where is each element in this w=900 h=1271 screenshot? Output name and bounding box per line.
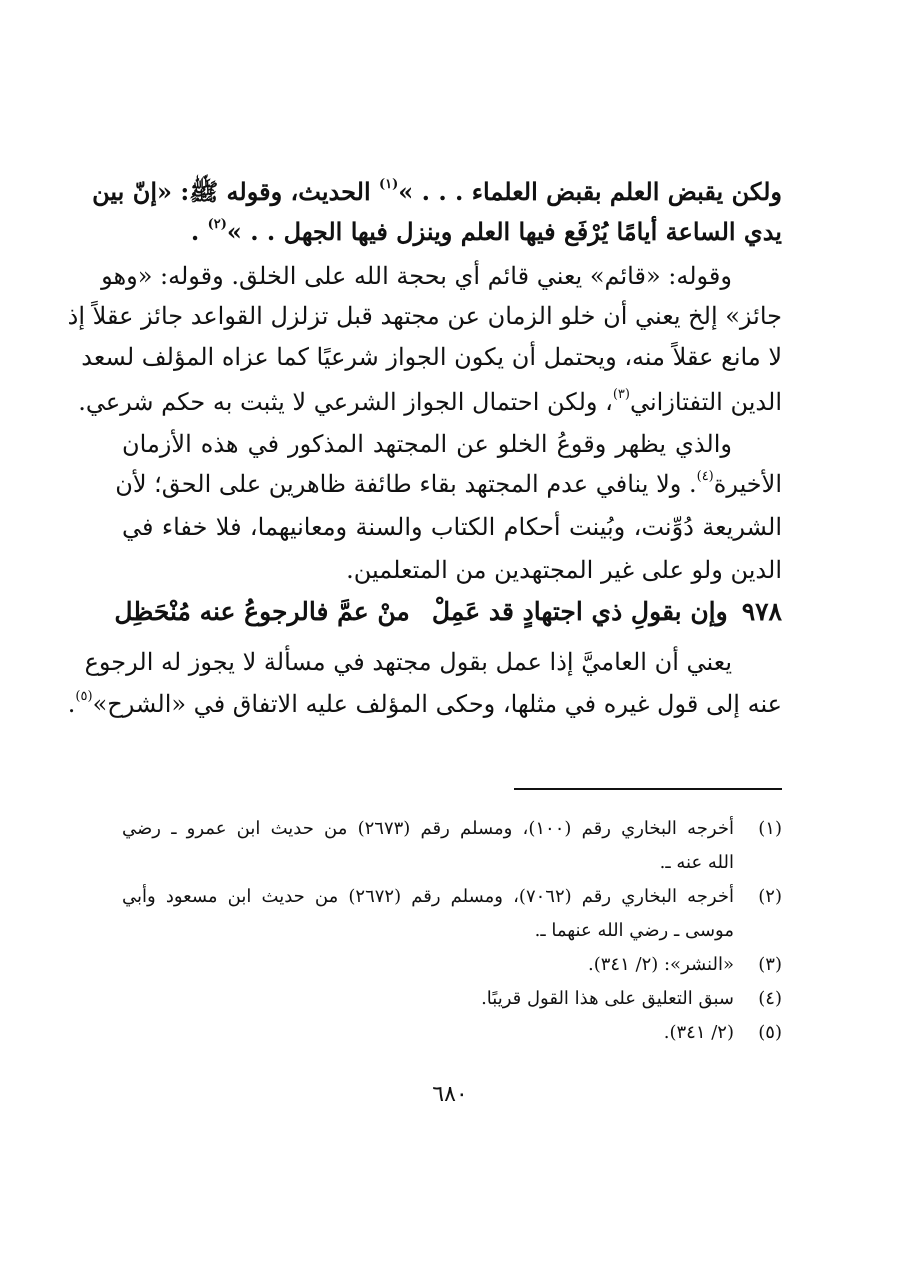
body-line xyxy=(67,296,782,336)
footnote-ref[interactable]: (٥) xyxy=(75,689,93,704)
body-line xyxy=(122,550,782,590)
footnote-continuation xyxy=(122,846,734,880)
footnote-number: (٣) xyxy=(758,954,782,975)
text-run: والذي يظهر وقوعُ الخلو عن المجتهد المذكور في هذه الأزمان xyxy=(122,430,732,458)
body-line xyxy=(67,684,782,724)
text-run: يدي الساعة أيامًا يُرْفَع فيها العلم وينزل فيها الجهل . . » xyxy=(226,217,782,246)
footnote-text: «النشر»: (٢/ ٣٤١). xyxy=(588,954,734,975)
footnote-text: الله عنه ـ. xyxy=(659,852,734,873)
text-run: يعني أن العاميَّ إذا عمل بقول مجتهد في مسألة لا يجوز له الرجوع xyxy=(84,648,732,676)
page-number: ٦٨٠ xyxy=(432,1082,468,1107)
verse-hemistich-first: وإن بقولِ ذي اجتهادٍ قد عَمِلْ xyxy=(431,597,728,626)
body-line xyxy=(122,507,782,547)
text-run: جائز» إلخ يعني أن خلو الزمان عن مجتهد قبل تزلزل القواعد جائز عقلاً إذ xyxy=(67,302,782,330)
text-run: ولكن يقبض العلم بقبض العلماء . . . » xyxy=(398,177,782,206)
text-run: الدين التفتازاني xyxy=(629,388,782,416)
footnote-number: (٢) xyxy=(758,886,782,907)
text-run: الأخيرة xyxy=(713,470,782,498)
footnote-ref[interactable]: (٤) xyxy=(696,469,714,484)
body-line xyxy=(122,212,782,252)
body-line xyxy=(122,424,782,464)
footnote-number: (٥) xyxy=(758,1022,782,1043)
footnote-ref[interactable]: (١) xyxy=(378,177,399,192)
footnote-text: موسى ـ رضي الله عنهما ـ. xyxy=(534,920,734,941)
text-run: . ولا ينافي عدم المجتهد بقاء طائفة ظاهرين على الحق؛ لأن xyxy=(115,470,697,498)
verse-line xyxy=(114,592,782,632)
footnote-text: (٢/ ٣٤١). xyxy=(663,1022,734,1043)
footnote-separator xyxy=(514,788,782,790)
text-run: لا مانع عقلاً منه، ويحتمل أن يكون الجواز شرعيًا كما عزاه المؤلف لسعد xyxy=(81,343,782,371)
verse-hemistich-second: منْ عمَّ فالرجوعُ عنه مُنْحَظِل xyxy=(114,597,410,626)
body-line xyxy=(92,172,782,212)
text-run: عنه إلى قول غيره في مثلها، وحكى المؤلف عليه الاتفاق في «الشرح» xyxy=(92,690,782,718)
footnote-text: أخرجه البخاري رقم (١٠٠)، ومسلم رقم (٢٦٧٣) من حديث ابن عمرو ـ رضي xyxy=(122,818,734,839)
text-run: . xyxy=(67,690,76,718)
footnote-text: أخرجه البخاري رقم (٧٠٦٢)، ومسلم رقم (٢٦٧٢) من حديث ابن مسعود وأبي xyxy=(122,886,734,907)
text-run: الحديث، وقوله ﷺ: «إنّ بين xyxy=(92,177,379,206)
footnote-continuation xyxy=(122,914,734,948)
text-run: . xyxy=(190,217,208,246)
body-line xyxy=(84,642,782,682)
body-line xyxy=(78,382,782,422)
footnote-ref[interactable]: (٣) xyxy=(612,387,630,402)
footnote-number: (٤) xyxy=(758,988,782,1009)
footnote-ref[interactable]: (٢) xyxy=(207,217,227,232)
text-run: وقوله: «قائم» يعني قائم أي بحجة الله على الخلق. وقوله: «وهو xyxy=(101,262,732,290)
body-line xyxy=(115,464,782,504)
footnote-text: سبق التعليق على هذا القول قريبًا. xyxy=(481,988,734,1009)
body-line xyxy=(101,256,782,296)
text-run: الدين ولو على غير المجتهدين من المتعلمين. xyxy=(346,556,782,584)
text-run: الشريعة دُوِّنت، وبُينت أحكام الكتاب والسنة ومعانيهما، فلا خفاء في xyxy=(122,513,782,541)
verse-number: ٩٧٨ xyxy=(741,597,782,626)
body-line xyxy=(81,337,782,377)
text-run: ، ولكن احتمال الجواز الشرعي لا يثبت به حكم شرعي. xyxy=(78,388,613,416)
footnote-number: (١) xyxy=(758,818,782,839)
